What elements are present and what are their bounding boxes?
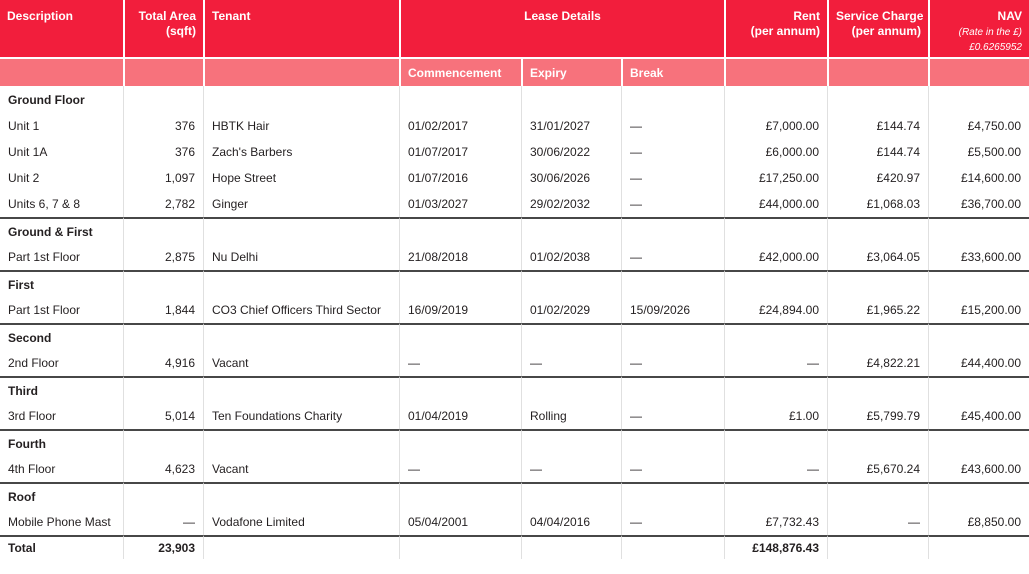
section-header-cell (621, 86, 724, 113)
cell-expiry: 30/06/2026 (521, 165, 621, 191)
cell-total-area: 376 (123, 113, 203, 139)
subheader-empty-cell (827, 57, 928, 86)
section-header-cell (203, 376, 399, 403)
cell-description: 4th Floor (8, 462, 56, 476)
cell-rent: £6,000.00 (724, 139, 827, 165)
section-header-cell (621, 270, 724, 297)
section-header-row (0, 482, 1029, 509)
cell-rent: £7,000.00 (724, 113, 827, 139)
cell-expiry: 30/06/2022 (521, 139, 621, 165)
col-header-commencement: Commencement (399, 57, 521, 86)
section-header-row (0, 323, 1029, 350)
cell-tenant: Vodafone Limited (203, 509, 399, 535)
cell-nav: £43,600.00 (928, 456, 1029, 482)
section-header-cell (123, 86, 203, 113)
header-line: (sqft) (166, 24, 196, 38)
table-header-row (0, 0, 1029, 57)
table-row (0, 244, 1029, 270)
total-empty-cell (203, 535, 399, 559)
cell-commencement: 16/09/2019 (399, 297, 521, 323)
cell-description: Unit 2 (8, 171, 40, 185)
cell-tenant: HBTK Hair (203, 113, 399, 139)
section-header-cell (123, 429, 203, 456)
cell-total-area: — (123, 509, 203, 535)
section-header-cell (724, 86, 827, 113)
section-header-row (0, 217, 1029, 244)
section-name: Third (0, 376, 123, 403)
section-header-cell (827, 217, 928, 244)
cell-break: — (621, 139, 724, 165)
cell-description: Unit 1 (8, 119, 40, 133)
total-empty-cell (827, 535, 928, 559)
section-header-cell (827, 482, 928, 509)
section-header-cell (521, 86, 621, 113)
cell-total-area: 376 (123, 139, 203, 165)
section-header-cell (928, 270, 1029, 297)
cell-nav: £15,200.00 (928, 297, 1029, 323)
cell-break: 15/09/2026 (621, 297, 724, 323)
subheader-empty-cell (203, 57, 399, 86)
cell-commencement: — (399, 350, 521, 376)
section-header-cell (399, 86, 521, 113)
cell-commencement: 05/04/2001 (399, 509, 521, 535)
col-header-break: Break (621, 57, 724, 86)
header-line: Total Area (138, 9, 196, 23)
cell-description: 3rd Floor (8, 409, 57, 423)
table-row (0, 456, 1029, 482)
section-header-cell (521, 323, 621, 350)
col-header-service-charge (827, 0, 928, 57)
section-header-cell (621, 429, 724, 456)
cell-expiry: 01/02/2029 (521, 297, 621, 323)
cell-commencement: 01/07/2017 (399, 139, 521, 165)
total-empty-cell (399, 535, 521, 559)
cell-expiry: 01/02/2038 (521, 244, 621, 270)
cell-rent: — (724, 350, 827, 376)
section-header-cell (928, 86, 1029, 113)
cell-rent: £7,732.43 (724, 509, 827, 535)
cell-rent: £17,250.00 (724, 165, 827, 191)
section-header-cell (928, 482, 1029, 509)
section-header-cell (203, 217, 399, 244)
cell-commencement: 01/04/2019 (399, 403, 521, 429)
cell-tenant: Zach's Barbers (203, 139, 399, 165)
cell-commencement: 01/07/2016 (399, 165, 521, 191)
cell-service-charge: — (827, 509, 928, 535)
col-header-expiry: Expiry (521, 57, 621, 86)
cell-service-charge: £5,670.24 (827, 456, 928, 482)
section-name: Fourth (0, 429, 123, 456)
cell-tenant: Vacant (203, 456, 399, 482)
table-row (0, 165, 1029, 191)
section-header-cell (399, 482, 521, 509)
cell-commencement: 01/02/2017 (399, 113, 521, 139)
cell-description: Mobile Phone Mast (8, 515, 111, 529)
section-header-cell (123, 217, 203, 244)
cell-total-area: 5,014 (123, 403, 203, 429)
section-header-cell (123, 482, 203, 509)
cell-rent: £44,000.00 (724, 191, 827, 217)
cell-nav: £4,750.00 (928, 113, 1029, 139)
cell-total-area: 2,782 (123, 191, 203, 217)
table-row (0, 297, 1029, 323)
cell-break: — (621, 244, 724, 270)
section-header-cell (123, 323, 203, 350)
col-header-total-area (123, 0, 203, 57)
section-header-row (0, 376, 1029, 403)
section-header-cell (521, 429, 621, 456)
col-header-tenant: Tenant (203, 0, 399, 57)
cell-tenant: CO3 Chief Officers Third Sector (203, 297, 399, 323)
cell-expiry: 29/02/2032 (521, 191, 621, 217)
section-header-cell (203, 323, 399, 350)
section-name: Second (0, 323, 123, 350)
cell-expiry: 31/01/2027 (521, 113, 621, 139)
cell-break: — (621, 350, 724, 376)
subheader-empty-cell (123, 57, 203, 86)
section-header-cell (827, 323, 928, 350)
section-header-cell (621, 323, 724, 350)
cell-break: — (621, 191, 724, 217)
section-header-cell (123, 376, 203, 403)
cell-service-charge: £3,064.05 (827, 244, 928, 270)
section-name: Roof (0, 482, 123, 509)
table-row (0, 191, 1029, 217)
nav-rate-label: (Rate in the £) (958, 27, 1022, 38)
cell-commencement: 01/03/2027 (399, 191, 521, 217)
section-name: First (0, 270, 123, 297)
header-line: Service Charge (836, 9, 924, 23)
cell-rent: — (724, 456, 827, 482)
header-line: (per annum) (851, 24, 921, 38)
section-header-cell (827, 86, 928, 113)
cell-description: 2nd Floor (8, 356, 59, 370)
header-line: NAV (997, 9, 1022, 23)
total-rent: £148,876.43 (724, 535, 827, 559)
cell-expiry: Rolling (521, 403, 621, 429)
table-row (0, 113, 1029, 139)
total-row (0, 535, 1029, 559)
cell-expiry: 04/04/2016 (521, 509, 621, 535)
section-header-cell (203, 270, 399, 297)
cell-service-charge: £1,965.22 (827, 297, 928, 323)
cell-service-charge: £420.97 (827, 165, 928, 191)
section-header-cell (399, 376, 521, 403)
section-header-cell (521, 217, 621, 244)
cell-service-charge: £144.74 (827, 113, 928, 139)
total-empty-cell (621, 535, 724, 559)
section-header-cell (621, 376, 724, 403)
cell-commencement: — (399, 456, 521, 482)
section-header-row (0, 429, 1029, 456)
total-empty-cell (928, 535, 1029, 559)
cell-tenant: Ten Foundations Charity (203, 403, 399, 429)
cell-nav: £8,850.00 (928, 509, 1029, 535)
cell-description: Units 6, 7 & 8 (8, 197, 81, 211)
cell-nav: £14,600.00 (928, 165, 1029, 191)
section-header-cell (724, 217, 827, 244)
section-header-cell (928, 429, 1029, 456)
section-header-cell (521, 482, 621, 509)
cell-break: — (621, 113, 724, 139)
section-header-cell (827, 429, 928, 456)
section-header-cell (399, 323, 521, 350)
subheader-empty-cell (928, 57, 1029, 86)
table-row (0, 350, 1029, 376)
section-name: Ground Floor (8, 92, 85, 107)
section-header-cell (203, 482, 399, 509)
section-header-cell (203, 86, 399, 113)
section-header-cell (399, 217, 521, 244)
cell-expiry: — (521, 350, 621, 376)
nav-rate-value: £0.6265952 (969, 42, 1022, 53)
section-header-cell (827, 270, 928, 297)
cell-description: Part 1st Floor (8, 250, 81, 264)
section-header-row (0, 270, 1029, 297)
cell-tenant: Vacant (203, 350, 399, 376)
cell-service-charge: £144.74 (827, 139, 928, 165)
section-header-cell (399, 429, 521, 456)
total-label: Total (0, 535, 123, 559)
section-header-cell (827, 376, 928, 403)
cell-break: — (621, 456, 724, 482)
col-header-rent (724, 0, 827, 57)
cell-nav: £5,500.00 (928, 139, 1029, 165)
section-header-cell (724, 429, 827, 456)
cell-service-charge: £1,068.03 (827, 191, 928, 217)
cell-total-area: 1,844 (123, 297, 203, 323)
cell-nav: £33,600.00 (928, 244, 1029, 270)
section-header-cell (724, 482, 827, 509)
header-line: Rent (793, 9, 820, 23)
table-row (0, 139, 1029, 165)
subheader-empty-cell (724, 57, 827, 86)
cell-tenant: Nu Delhi (203, 244, 399, 270)
cell-total-area: 4,916 (123, 350, 203, 376)
section-header-cell (123, 270, 203, 297)
section-header-cell (724, 376, 827, 403)
table-subheader-row (0, 57, 1029, 86)
table-row (0, 509, 1029, 535)
cell-rent: £24,894.00 (724, 297, 827, 323)
subheader-empty-cell (0, 57, 123, 86)
section-header-cell (203, 429, 399, 456)
total-area: 23,903 (123, 535, 203, 559)
cell-rent: £1.00 (724, 403, 827, 429)
section-name: Ground & First (0, 217, 123, 244)
section-header-cell (621, 482, 724, 509)
section-header-cell (928, 217, 1029, 244)
section-header-cell (399, 270, 521, 297)
cell-total-area: 4,623 (123, 456, 203, 482)
cell-rent: £42,000.00 (724, 244, 827, 270)
col-header-nav (928, 0, 1029, 57)
cell-total-area: 2,875 (123, 244, 203, 270)
cell-commencement: 21/08/2018 (399, 244, 521, 270)
col-header-description: Description (0, 0, 123, 57)
cell-break: — (621, 509, 724, 535)
section-header-cell (521, 270, 621, 297)
cell-break: — (621, 403, 724, 429)
total-empty-cell (521, 535, 621, 559)
table-row (0, 403, 1029, 429)
section-header-row (0, 86, 1029, 113)
section-header-cell (724, 323, 827, 350)
cell-total-area: 1,097 (123, 165, 203, 191)
header-line: (per annum) (750, 24, 820, 38)
cell-service-charge: £4,822.21 (827, 350, 928, 376)
cell-expiry: — (521, 456, 621, 482)
section-header-cell (724, 270, 827, 297)
section-header-cell (928, 323, 1029, 350)
cell-nav: £45,400.00 (928, 403, 1029, 429)
cell-service-charge: £5,799.79 (827, 403, 928, 429)
col-header-lease-details: Lease Details (399, 0, 724, 57)
cell-nav: £36,700.00 (928, 191, 1029, 217)
cell-description: Part 1st Floor (8, 303, 81, 317)
cell-nav: £44,400.00 (928, 350, 1029, 376)
section-header-cell (621, 217, 724, 244)
section-header-cell (521, 376, 621, 403)
section-header-cell (928, 376, 1029, 403)
cell-tenant: Ginger (203, 191, 399, 217)
cell-tenant: Hope Street (203, 165, 399, 191)
cell-description: Unit 1A (8, 145, 48, 159)
cell-break: — (621, 165, 724, 191)
